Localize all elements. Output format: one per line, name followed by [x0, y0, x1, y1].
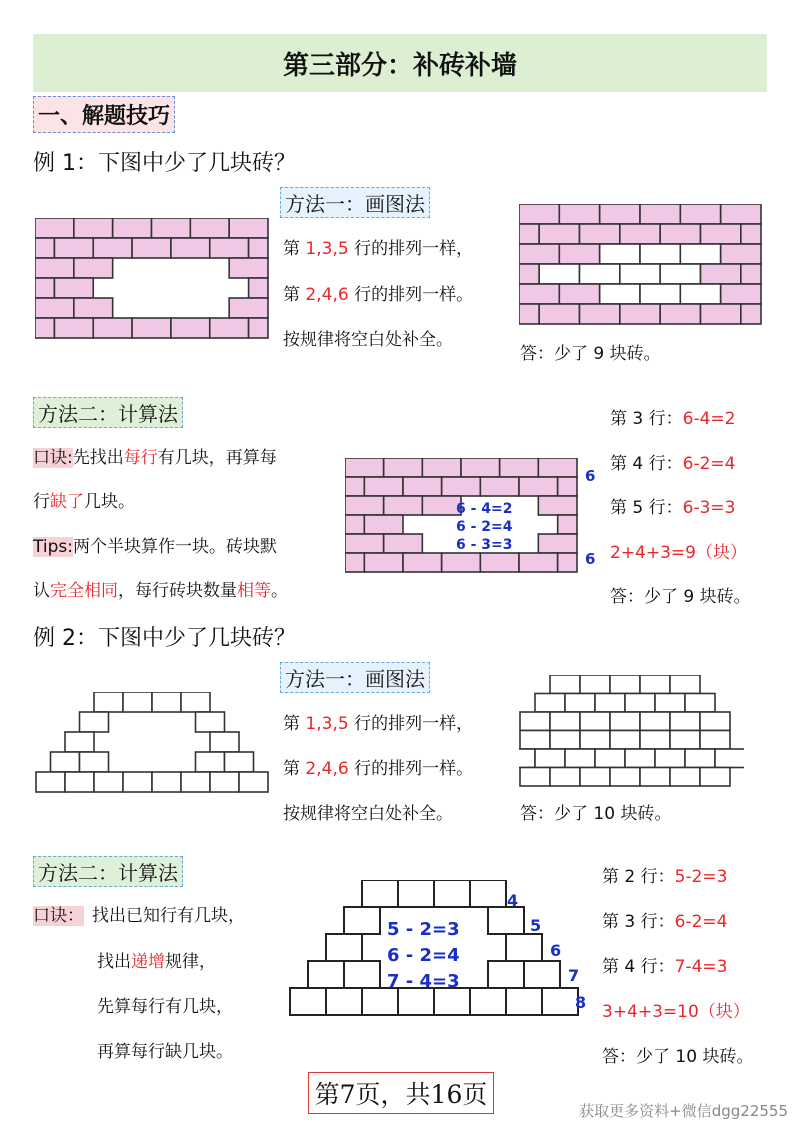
diagram1-label-3: 6 - 3=3 [456, 537, 513, 553]
diagram2-label-2: 6 - 2=4 [387, 945, 460, 966]
brick [640, 712, 670, 731]
brick [610, 712, 640, 731]
brick [680, 244, 720, 264]
example2-question: 例 2：下图中少了几块砖？ [33, 626, 296, 651]
brick [559, 204, 599, 224]
brick [680, 204, 720, 224]
brick [470, 988, 506, 1015]
brick [249, 278, 268, 298]
brick [345, 458, 384, 477]
brick [93, 238, 132, 258]
brick [741, 264, 761, 284]
brick [580, 224, 620, 244]
brick [625, 749, 655, 768]
brick [132, 238, 171, 258]
brick [700, 712, 730, 731]
brick [580, 675, 610, 694]
brick [229, 298, 268, 318]
brick [190, 218, 229, 238]
brick [132, 318, 171, 338]
brick [51, 752, 80, 772]
brick [181, 772, 210, 792]
brick [196, 752, 225, 772]
example1-calc-row5: 第 5 行：6-3=3 [610, 498, 736, 518]
brick [539, 224, 579, 244]
brick [519, 204, 559, 224]
brick [520, 712, 550, 731]
diagram2-count-row1: 4 [507, 891, 519, 910]
brick [550, 712, 580, 731]
example1-method1-answer: 答：少了 9 块砖。 [520, 344, 661, 364]
brick [35, 278, 54, 298]
brick [152, 218, 191, 238]
brick [595, 694, 625, 713]
brick [35, 318, 54, 338]
diagram2-count-row2: 5 [530, 916, 542, 935]
brick [610, 768, 640, 787]
brick [655, 749, 685, 768]
brick [565, 749, 595, 768]
brick [620, 224, 660, 244]
brick [181, 692, 210, 712]
brick [519, 749, 535, 768]
brick [94, 692, 123, 712]
brick [35, 298, 74, 318]
brick [422, 458, 461, 477]
brick [35, 218, 74, 238]
example2-tip-line1: 口诀： 找出已知行有几块， [33, 906, 245, 926]
brick [565, 694, 595, 713]
brick [434, 988, 470, 1015]
page-number: 第7页，共16页 [308, 1072, 494, 1114]
brick [519, 244, 559, 264]
brick [610, 731, 640, 750]
example1-calc-diagram [345, 458, 600, 574]
brick [558, 553, 577, 572]
brick [344, 907, 380, 934]
brick [700, 768, 730, 787]
brick [670, 768, 700, 787]
brick [362, 988, 398, 1015]
brick [80, 712, 109, 732]
example1-calc-row4: 第 4 行：6-2=4 [610, 454, 736, 474]
brick [558, 515, 577, 534]
brick [580, 768, 610, 787]
brick [384, 458, 423, 477]
brick [539, 304, 579, 324]
brick [290, 988, 326, 1015]
brick [550, 731, 580, 750]
brick [345, 477, 364, 496]
brick [470, 880, 506, 907]
brick [54, 278, 93, 298]
brick [580, 712, 610, 731]
brick [123, 692, 152, 712]
brick [660, 264, 700, 284]
brick [54, 238, 93, 258]
brick [559, 284, 599, 304]
example2-tip-line2: 找出递增规律， [97, 952, 216, 972]
brick [171, 238, 210, 258]
brick [580, 304, 620, 324]
brick [506, 934, 542, 961]
example1-method1-line1: 第 1,3,5 行的排列一样， [283, 239, 474, 259]
brick [558, 477, 577, 496]
example2-method1-label: 方法一：画图法 [280, 662, 430, 693]
brick [345, 515, 364, 534]
brick [225, 752, 254, 772]
example1-question: 例 1：下图中少了几块砖？ [33, 151, 296, 176]
brick [741, 224, 761, 244]
brick [620, 304, 660, 324]
brick [123, 772, 152, 792]
brick [434, 880, 470, 907]
page-title-banner [33, 34, 767, 92]
brick [65, 772, 94, 792]
brick [520, 768, 550, 787]
brick [210, 732, 239, 752]
example2-method1-line3: 按规律将空白处补全。 [283, 804, 453, 824]
brick [94, 772, 123, 792]
brick [640, 768, 670, 787]
brick [74, 258, 113, 278]
brick [488, 907, 524, 934]
example1-method1-label: 方法一：画图法 [280, 187, 430, 218]
brick [670, 731, 700, 750]
brick [640, 731, 670, 750]
brick [519, 304, 539, 324]
brick [538, 534, 577, 553]
brick [403, 553, 442, 572]
brick [701, 304, 741, 324]
brick [539, 264, 579, 284]
brick [398, 988, 434, 1015]
brick [542, 988, 578, 1015]
example2-calc-sum: 3+4+3=10（块） [602, 1002, 750, 1022]
brick [364, 477, 403, 496]
brick [80, 752, 109, 772]
brick [535, 694, 565, 713]
example2-method1-line1: 第 1,3,5 行的排列一样， [283, 714, 474, 734]
example2-stair-wall-filled [519, 675, 744, 790]
brick [171, 318, 210, 338]
brick [670, 712, 700, 731]
brick [701, 264, 741, 284]
brick [345, 553, 364, 572]
example1-method1-line3: 按规律将空白处补全。 [283, 330, 453, 350]
brick [559, 244, 599, 264]
example1-wall-with-gap [35, 218, 270, 340]
diagram2-count-row5: 8 [575, 993, 587, 1012]
brick [506, 988, 542, 1015]
brick [36, 772, 65, 792]
brick [249, 318, 268, 338]
brick [326, 934, 362, 961]
brick [480, 477, 519, 496]
example1-wall-filled [519, 204, 763, 326]
brick [519, 264, 539, 284]
brick [398, 880, 434, 907]
diagram2-count-row3: 6 [550, 941, 562, 960]
brick [550, 675, 580, 694]
brick [640, 204, 680, 224]
diagram1-label-1: 6 - 4=2 [456, 501, 513, 517]
brick [640, 244, 680, 264]
brick [600, 284, 640, 304]
brick [550, 768, 580, 787]
watermark: 获取更多资料+微信dgg22555 [579, 1102, 788, 1120]
brick [660, 224, 700, 244]
brick [660, 304, 700, 324]
example1-tip2-line2: 认完全相同，每行砖块数量相等。 [33, 581, 288, 601]
diagram1-side-bottom: 6 [585, 550, 596, 568]
brick [538, 458, 577, 477]
brick [701, 224, 741, 244]
brick [54, 318, 93, 338]
diagram2-count-row4: 7 [568, 966, 580, 985]
brick [741, 304, 761, 324]
brick [500, 458, 539, 477]
diagram2-label-3: 7 - 4=3 [387, 971, 460, 992]
section-heading: 一、解题技巧 [33, 96, 175, 133]
example1-calc-row3: 第 3 行：6-4=2 [610, 409, 736, 429]
example2-calc-row3: 第 3 行：6-2=4 [602, 912, 728, 932]
example1-calc-sum: 2+4+3=9（块） [610, 543, 747, 563]
brick [519, 284, 559, 304]
example2-calc-answer: 答：少了 10 块砖。 [602, 1047, 754, 1067]
brick [715, 749, 744, 768]
brick [210, 318, 249, 338]
brick [308, 961, 344, 988]
example2-tip-line3: 先算每行有几块， [97, 997, 233, 1017]
brick [210, 772, 239, 792]
brick [625, 694, 655, 713]
brick [364, 553, 403, 572]
brick [403, 477, 442, 496]
diagram1-label-2: 6 - 2=4 [456, 519, 513, 535]
brick [480, 553, 519, 572]
brick [442, 477, 481, 496]
brick [580, 731, 610, 750]
example1-method1-line2: 第 2,4,6 行的排列一样。 [283, 285, 474, 305]
example2-method1-line2: 第 2,4,6 行的排列一样。 [283, 759, 474, 779]
brick [461, 458, 500, 477]
example1-method2-label: 方法二：计算法 [33, 397, 183, 428]
brick [595, 749, 625, 768]
brick [74, 218, 113, 238]
brick [35, 238, 54, 258]
diagram1-side-top: 6 [585, 467, 596, 485]
brick [520, 731, 550, 750]
brick [249, 238, 268, 258]
brick [685, 749, 715, 768]
example1-tip2-line1: Tips:两个半块算作一块。砖块默 [33, 537, 277, 557]
example2-stair-wall-with-gap [35, 692, 270, 800]
brick [721, 244, 761, 264]
brick [519, 553, 558, 572]
brick [519, 224, 539, 244]
brick [65, 732, 94, 752]
brick [229, 258, 268, 278]
brick [326, 988, 362, 1015]
brick [362, 880, 398, 907]
example2-calc-row4: 第 4 行：7-4=3 [602, 957, 728, 977]
example1-calc-answer: 答：少了 9 块砖。 [610, 587, 751, 607]
brick [680, 284, 720, 304]
brick [364, 515, 403, 534]
example2-method1-answer: 答：少了 10 块砖。 [520, 804, 672, 824]
brick [229, 218, 268, 238]
brick [442, 553, 481, 572]
example2-tip-line4: 再算每行缺几块。 [97, 1042, 233, 1062]
brick [344, 961, 380, 988]
brick [700, 731, 730, 750]
brick [35, 258, 74, 278]
brick [345, 496, 384, 515]
brick [384, 534, 423, 553]
brick [640, 284, 680, 304]
brick [152, 692, 181, 712]
example2-calc-row2: 第 2 行：5-2=3 [602, 867, 728, 887]
brick [721, 204, 761, 224]
example2-method2-label: 方法二：计算法 [33, 856, 183, 887]
brick [721, 284, 761, 304]
brick [210, 238, 249, 258]
brick [152, 772, 181, 792]
brick [538, 496, 577, 515]
brick [345, 534, 384, 553]
brick [580, 264, 620, 284]
brick [524, 961, 560, 988]
example1-tip1-line2: 行缺了几块。 [33, 492, 135, 512]
diagram2-label-1: 5 - 2=3 [387, 919, 460, 940]
page-title: 第三部分：补砖补墙 [282, 50, 517, 81]
brick [74, 298, 113, 318]
brick [488, 961, 524, 988]
brick [93, 318, 132, 338]
brick [535, 749, 565, 768]
brick [384, 496, 423, 515]
brick [600, 244, 640, 264]
brick [670, 675, 700, 694]
brick [196, 712, 225, 732]
brick [685, 694, 715, 713]
brick [113, 218, 152, 238]
brick [620, 264, 660, 284]
brick [655, 694, 685, 713]
example2-calc-diagram [289, 880, 591, 1030]
brick [239, 772, 268, 792]
example1-tip1-line1: 口诀:先找出每行有几块，再算每 [33, 448, 277, 468]
brick [519, 477, 558, 496]
brick [640, 675, 670, 694]
brick [600, 204, 640, 224]
brick [610, 675, 640, 694]
